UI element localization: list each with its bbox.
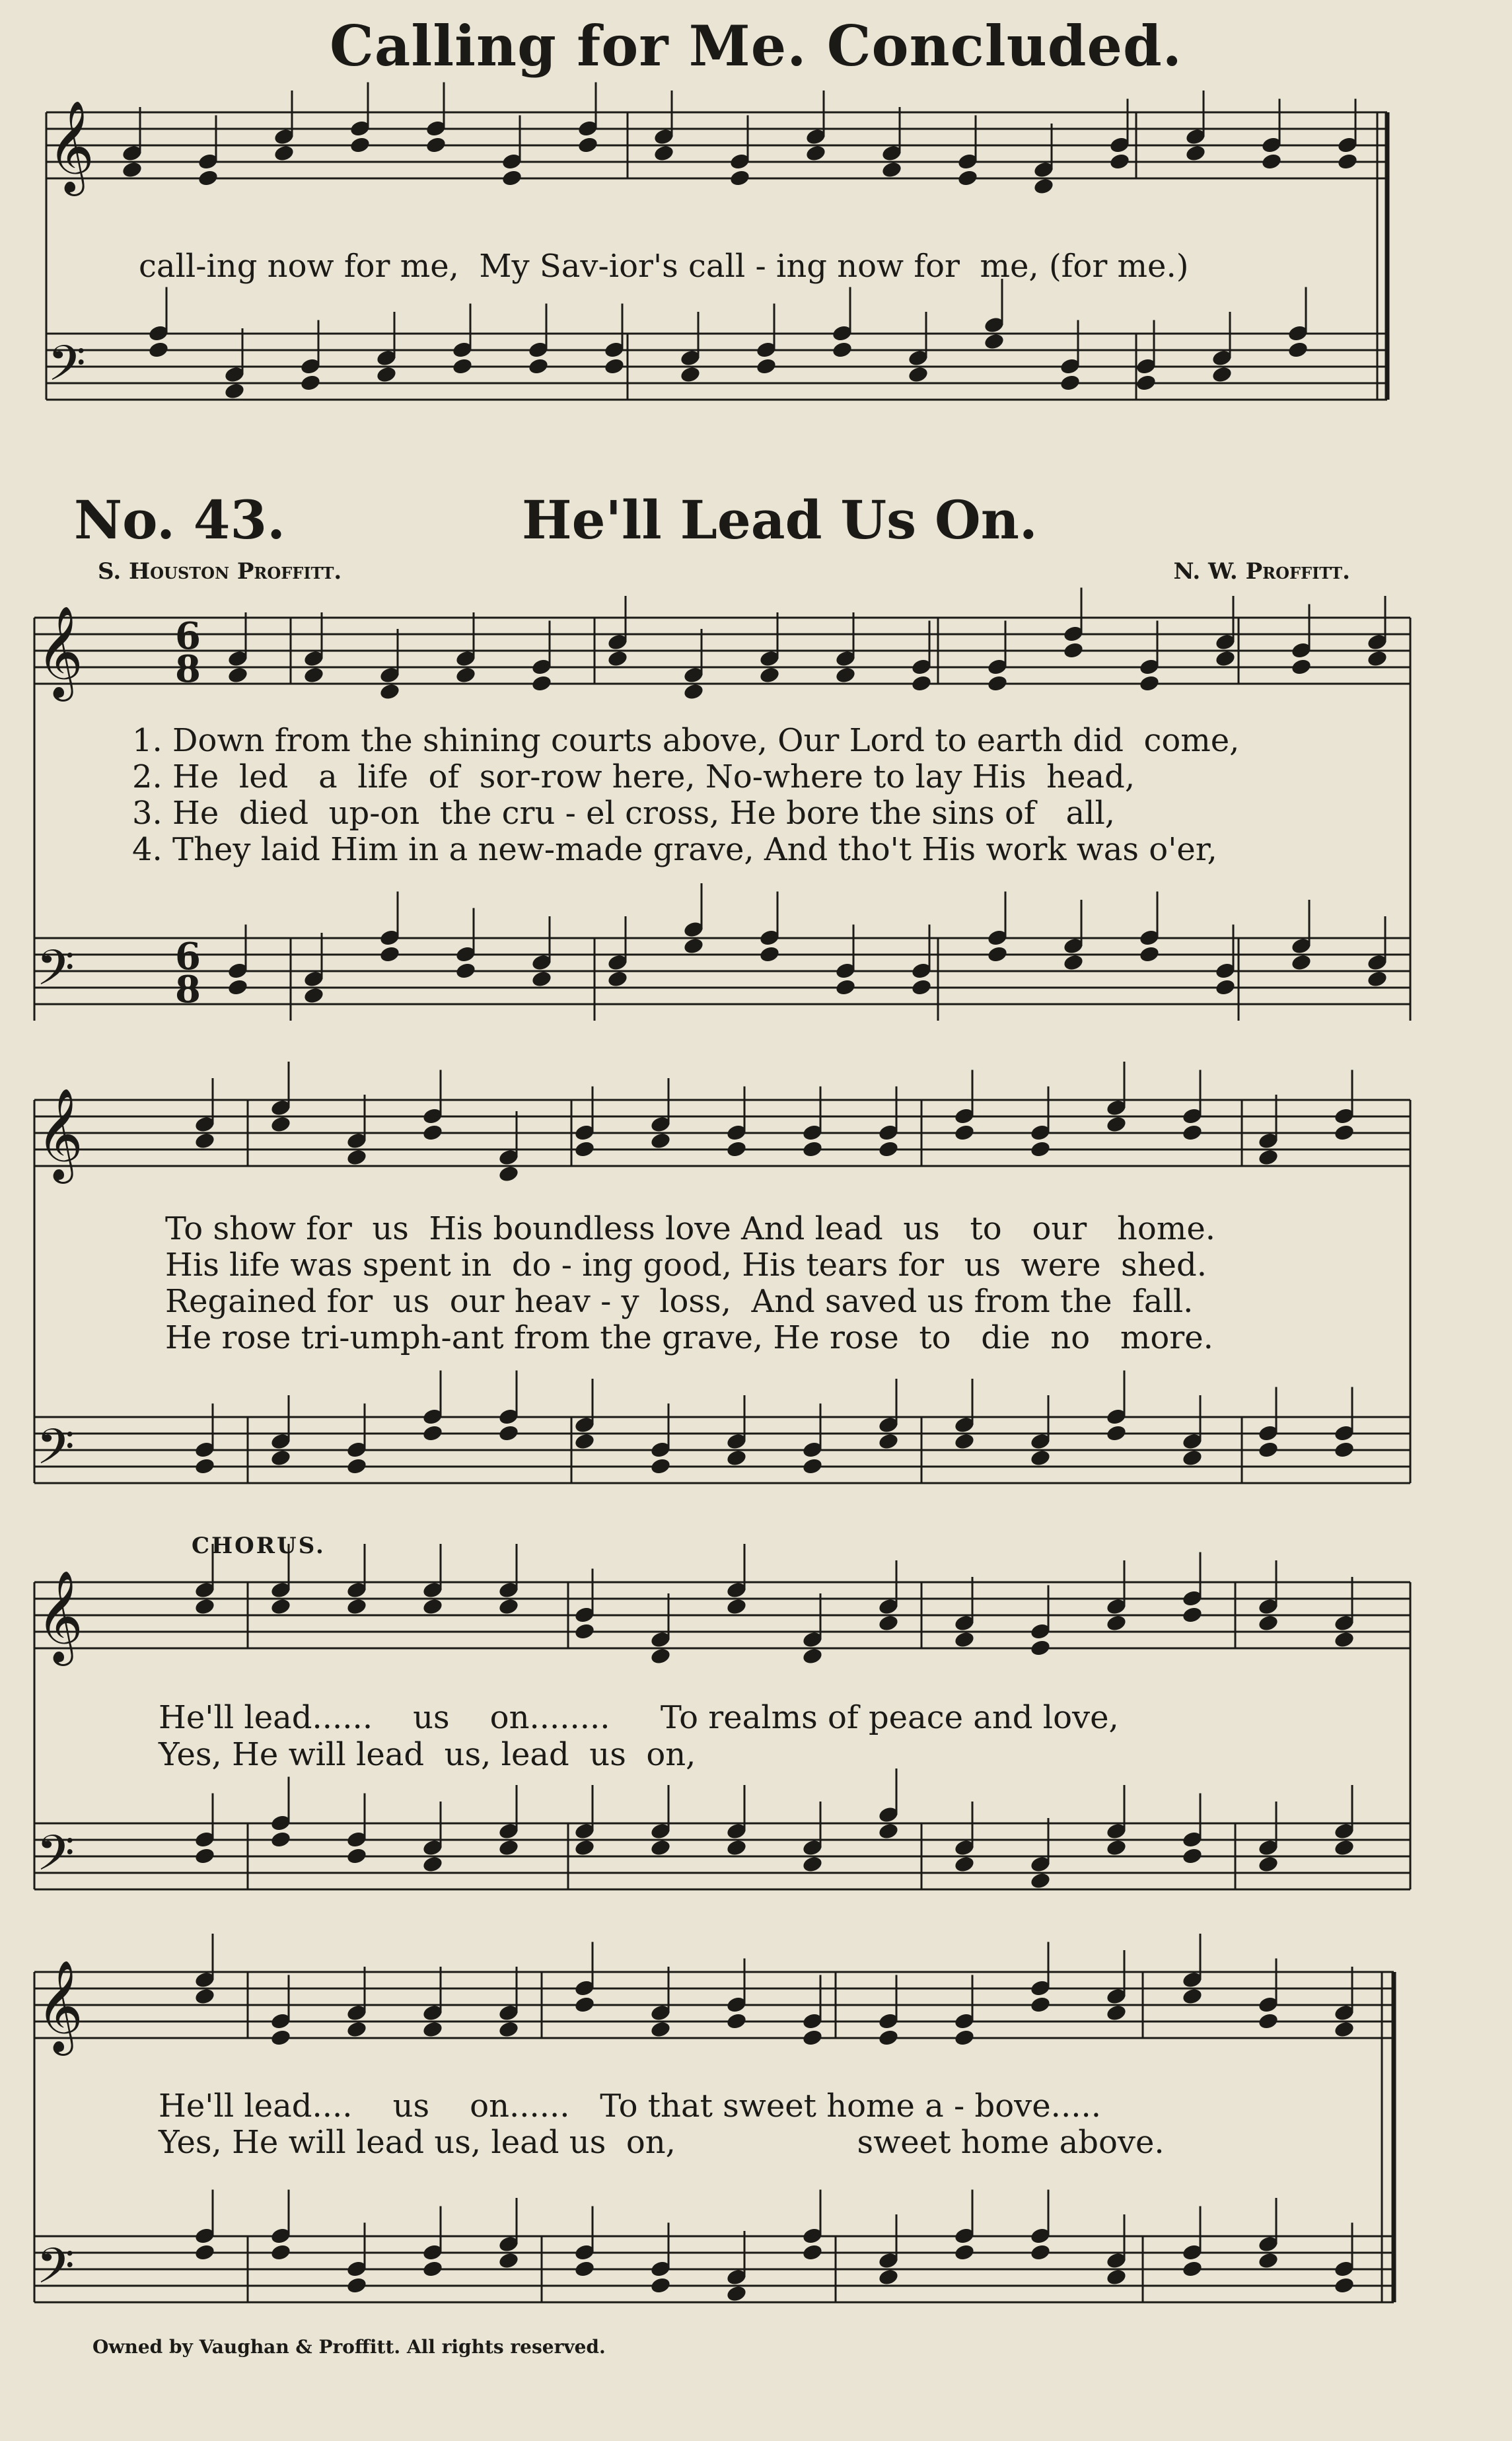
verse-line: His life was spent in do - ing good, His tears for us were shed. bbox=[165, 1247, 1207, 1284]
bass-clef-icon: 𝄢 bbox=[36, 939, 75, 1009]
notehead bbox=[270, 1115, 291, 1134]
notehead bbox=[801, 2028, 823, 2047]
svg-text:8: 8 bbox=[175, 968, 201, 1011]
notehead bbox=[121, 161, 143, 179]
notehead bbox=[758, 666, 780, 684]
treble-clef-icon: 𝄞 bbox=[48, 100, 94, 192]
notehead bbox=[573, 1995, 595, 2014]
notehead bbox=[1366, 649, 1388, 668]
bass-clef-icon: 𝄢 bbox=[36, 2238, 75, 2307]
notehead bbox=[497, 2020, 519, 2039]
notehead bbox=[1105, 1614, 1127, 1632]
notehead bbox=[573, 1622, 595, 1640]
notehead bbox=[877, 2028, 899, 2047]
notehead bbox=[1029, 1872, 1051, 1890]
svg-text:6: 6 bbox=[175, 614, 201, 658]
copyright-footer: Owned by Vaughan & Proffitt. All rights reserved. bbox=[92, 2336, 606, 2358]
notehead bbox=[530, 970, 552, 988]
notehead bbox=[1336, 152, 1358, 170]
notehead bbox=[227, 978, 248, 996]
notehead bbox=[421, 1855, 443, 1874]
notehead bbox=[986, 674, 1008, 692]
notehead bbox=[421, 1123, 443, 1142]
notehead bbox=[501, 168, 522, 187]
notehead bbox=[1105, 2004, 1127, 2022]
notehead bbox=[653, 144, 674, 163]
calling-lyric-line: call-ing now for me, My Sav-ior's call - ing now for me, (for me.) bbox=[139, 248, 1189, 285]
notehead bbox=[1138, 945, 1160, 963]
notehead bbox=[1032, 177, 1054, 196]
notehead bbox=[1257, 1148, 1279, 1167]
verse-line: He rose tri-umph-ant from the grave, He rose to die no more. bbox=[165, 1319, 1213, 1356]
notehead bbox=[375, 365, 397, 384]
verse-line: 4. They laid Him in a new-made grave, And tho't His work was o'er, bbox=[132, 831, 1217, 868]
notehead bbox=[573, 1839, 595, 1857]
notehead bbox=[1138, 674, 1160, 692]
page-title: Calling for Me. Concluded. bbox=[330, 13, 1182, 79]
notehead bbox=[755, 357, 777, 375]
notehead bbox=[345, 1148, 367, 1167]
composer-credit: N. W. Proffitt. bbox=[1173, 558, 1350, 585]
notehead bbox=[1333, 1440, 1355, 1459]
notehead bbox=[1029, 1449, 1051, 1467]
notehead bbox=[1333, 1839, 1355, 1857]
notehead bbox=[881, 161, 902, 179]
notehead bbox=[378, 682, 400, 701]
notehead bbox=[299, 373, 321, 392]
notehead bbox=[682, 937, 704, 955]
notehead bbox=[497, 1165, 519, 1183]
notehead bbox=[194, 1846, 215, 1865]
notehead bbox=[1181, 1987, 1203, 2006]
notehead bbox=[1105, 1115, 1127, 1134]
notehead bbox=[1333, 2020, 1355, 2039]
svg-text:8: 8 bbox=[175, 647, 201, 691]
notehead bbox=[953, 1855, 975, 1874]
notehead bbox=[877, 1614, 899, 1632]
notehead bbox=[831, 340, 853, 359]
notehead bbox=[953, 1630, 975, 1649]
verse-line: To show for us His boundless love And lead us to our home. bbox=[165, 1210, 1215, 1247]
notehead bbox=[649, 2276, 671, 2294]
notehead bbox=[345, 1457, 367, 1475]
notehead bbox=[497, 1839, 519, 1857]
notehead bbox=[1333, 1630, 1355, 1649]
notehead bbox=[1184, 144, 1206, 163]
notehead bbox=[834, 666, 856, 684]
notehead bbox=[649, 1647, 671, 1665]
notehead bbox=[223, 382, 245, 400]
notehead bbox=[1029, 1995, 1051, 2014]
verse-line: Regained for us our heav - y loss, And saved us from the fall. bbox=[165, 1283, 1194, 1320]
notehead bbox=[1029, 1140, 1051, 1158]
notehead bbox=[451, 357, 473, 375]
notehead bbox=[194, 1987, 215, 2006]
notehead bbox=[345, 2020, 367, 2039]
notehead bbox=[649, 1132, 671, 1150]
notehead bbox=[421, 1597, 443, 1616]
notehead bbox=[270, 1830, 291, 1848]
notehead bbox=[270, 2028, 291, 2047]
notehead bbox=[1059, 373, 1081, 392]
notehead bbox=[1181, 1123, 1203, 1142]
notehead bbox=[649, 1457, 671, 1475]
hymn-title: He'll Lead Us On. bbox=[522, 489, 1038, 551]
notehead bbox=[1214, 649, 1236, 668]
notehead bbox=[497, 2251, 519, 2270]
notehead bbox=[801, 2243, 823, 2261]
chorus-lyric-upper: He'll lead.... us on...... To that sweet home a - bove..... bbox=[159, 2088, 1101, 2125]
notehead bbox=[910, 978, 932, 996]
notehead bbox=[1214, 978, 1236, 996]
treble-clef-icon: 𝄞 bbox=[36, 606, 83, 698]
notehead bbox=[1333, 1123, 1355, 1142]
notehead bbox=[378, 945, 400, 963]
notehead bbox=[679, 365, 701, 384]
notehead bbox=[801, 1855, 823, 1874]
notehead bbox=[1257, 2251, 1279, 2270]
notehead bbox=[953, 1432, 975, 1451]
notehead bbox=[194, 1597, 215, 1616]
notehead bbox=[801, 1140, 823, 1158]
notehead bbox=[1181, 1846, 1203, 1865]
notehead bbox=[273, 144, 295, 163]
notehead bbox=[956, 168, 978, 187]
notehead bbox=[349, 135, 371, 154]
verse-line: 1. Down from the shining courts above, Our Lord to earth did come, bbox=[132, 722, 1240, 759]
chorus-lyric-lower: Yes, He will lead us, lead us on, sweet home above. bbox=[159, 2124, 1165, 2161]
notehead bbox=[953, 1123, 975, 1142]
notehead bbox=[725, 1449, 747, 1467]
lyricist-credit: S. Houston Proffitt. bbox=[98, 558, 342, 585]
notehead bbox=[1105, 2268, 1127, 2286]
notehead bbox=[649, 1839, 671, 1857]
notehead bbox=[725, 2284, 747, 2303]
notehead bbox=[877, 2268, 899, 2286]
notehead bbox=[983, 332, 1005, 351]
notehead bbox=[1105, 1839, 1127, 1857]
notehead bbox=[1062, 641, 1084, 659]
notehead bbox=[1029, 2243, 1051, 2261]
notehead bbox=[270, 1597, 291, 1616]
notehead bbox=[1211, 365, 1233, 384]
bass-clef-icon: 𝄢 bbox=[48, 335, 86, 404]
notehead bbox=[1181, 1449, 1203, 1467]
notehead bbox=[573, 2259, 595, 2278]
notehead bbox=[729, 168, 750, 187]
notehead bbox=[421, 2259, 443, 2278]
notehead bbox=[454, 961, 476, 980]
notehead bbox=[194, 1132, 215, 1150]
notehead bbox=[303, 666, 324, 684]
notehead bbox=[1260, 152, 1282, 170]
notehead bbox=[1181, 1605, 1203, 1624]
notehead bbox=[801, 1457, 823, 1475]
notehead bbox=[758, 945, 780, 963]
notehead bbox=[1108, 152, 1130, 170]
notehead bbox=[1257, 1614, 1279, 1632]
notehead bbox=[801, 1647, 823, 1665]
notehead bbox=[227, 666, 248, 684]
notehead bbox=[345, 1597, 367, 1616]
notehead bbox=[725, 2012, 747, 2030]
notehead bbox=[725, 1597, 747, 1616]
treble-clef-icon: 𝄞 bbox=[36, 1570, 83, 1662]
notehead bbox=[270, 1449, 291, 1467]
notehead bbox=[1287, 340, 1309, 359]
notehead bbox=[910, 674, 932, 692]
notehead bbox=[497, 1597, 519, 1616]
notehead bbox=[194, 2243, 215, 2261]
notehead bbox=[1135, 373, 1157, 392]
notehead bbox=[573, 1432, 595, 1451]
notehead bbox=[530, 674, 552, 692]
notehead bbox=[725, 1839, 747, 1857]
verse-line: 2. He led a life of sor-row here, No-where to lay His head, bbox=[132, 758, 1135, 795]
svg-text:6: 6 bbox=[175, 935, 201, 978]
treble-clef-icon: 𝄞 bbox=[36, 1088, 83, 1180]
notehead bbox=[421, 1424, 443, 1442]
notehead bbox=[577, 135, 598, 154]
notehead bbox=[425, 135, 447, 154]
notehead bbox=[834, 978, 856, 996]
treble-clef-icon: 𝄞 bbox=[36, 1960, 83, 2052]
notehead bbox=[603, 357, 625, 375]
notehead bbox=[953, 2028, 975, 2047]
notehead bbox=[345, 1846, 367, 1865]
notehead bbox=[421, 2020, 443, 2039]
notehead bbox=[682, 682, 704, 701]
notehead bbox=[527, 357, 549, 375]
bass-clef-icon: 𝄢 bbox=[36, 1418, 75, 1488]
notehead bbox=[194, 1457, 215, 1475]
notehead bbox=[953, 2243, 975, 2261]
notehead bbox=[1257, 1855, 1279, 1874]
notehead bbox=[1290, 657, 1312, 676]
notehead bbox=[877, 1140, 899, 1158]
notehead bbox=[606, 970, 628, 988]
chorus-label: CHORUS. bbox=[192, 1533, 326, 1559]
notehead bbox=[573, 1140, 595, 1158]
verse-line: 3. He died up-on the cru - el cross, He bore the sins of all, bbox=[132, 795, 1116, 832]
bass-clef-icon: 𝄢 bbox=[36, 1825, 75, 1894]
notehead bbox=[497, 1424, 519, 1442]
notehead bbox=[877, 1432, 899, 1451]
notehead bbox=[986, 945, 1008, 963]
notehead bbox=[1105, 1424, 1127, 1442]
notehead bbox=[1257, 1440, 1279, 1459]
staff-lines bbox=[46, 112, 1387, 178]
notehead bbox=[147, 340, 169, 359]
notehead bbox=[1366, 970, 1388, 988]
notehead bbox=[270, 2243, 291, 2261]
notehead bbox=[345, 2276, 367, 2294]
notehead bbox=[907, 365, 929, 384]
notehead bbox=[1029, 1638, 1051, 1657]
notehead bbox=[1181, 2259, 1203, 2278]
notehead bbox=[877, 1822, 899, 1840]
notehead bbox=[805, 144, 826, 163]
chorus-lyric-upper: He'll lead...... us on........ To realms of peace and love, bbox=[159, 1699, 1119, 1736]
notehead bbox=[649, 2020, 671, 2039]
notehead bbox=[606, 649, 628, 668]
notehead bbox=[1290, 953, 1312, 972]
notehead bbox=[303, 986, 324, 1005]
hymn-number: No. 43. bbox=[74, 489, 285, 551]
notehead bbox=[197, 168, 219, 187]
notehead bbox=[725, 1140, 747, 1158]
notehead bbox=[1333, 2276, 1355, 2294]
notehead bbox=[1062, 953, 1084, 972]
notehead bbox=[1257, 2012, 1279, 2030]
chorus-lyric-lower: Yes, He will lead us, lead us on, bbox=[159, 1736, 696, 1773]
notehead bbox=[454, 666, 476, 684]
